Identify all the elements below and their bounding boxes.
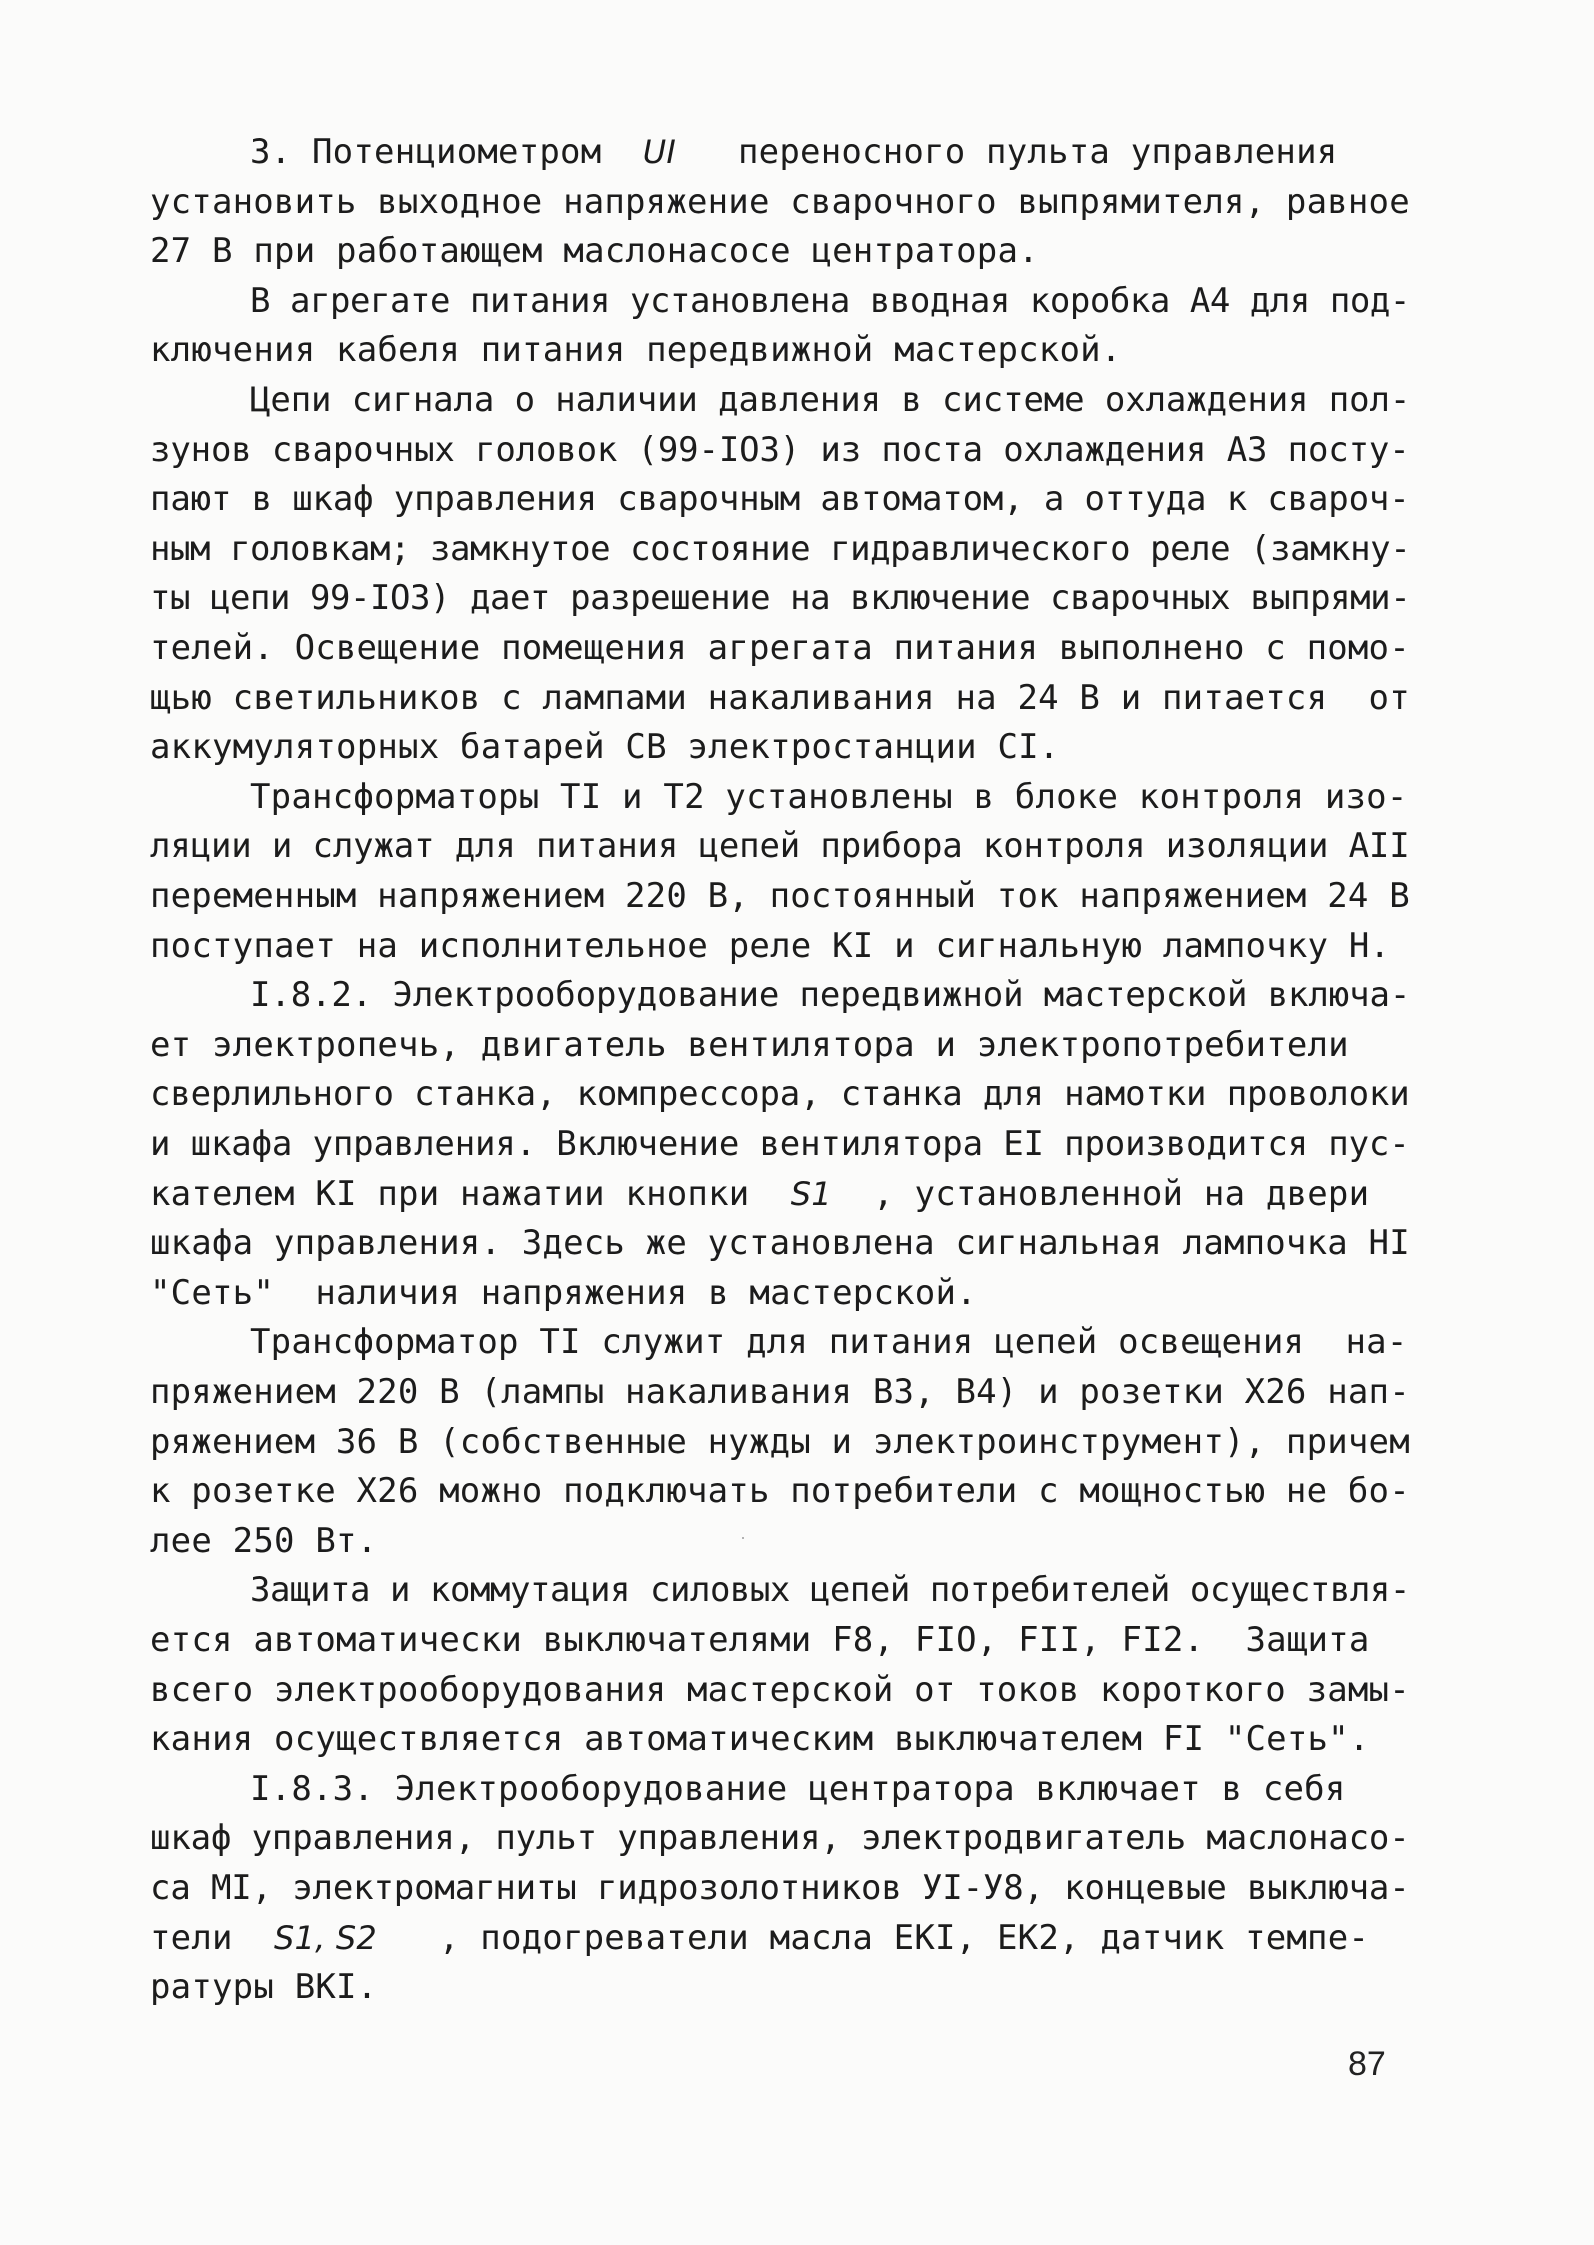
text-line [150, 182, 1410, 222]
text-line [150, 1025, 1349, 1065]
text-line [150, 1471, 1410, 1511]
text-segment: 3. Потенциометром [250, 132, 643, 172]
text-segment: переменным напряжением 220 В, постоянный ток напряжением 24 В [150, 876, 1410, 916]
text-segment: кания осуществляется автоматическим выключателем FI "Сеть". [150, 1719, 1370, 1759]
text-line [150, 1174, 1369, 1214]
handwritten-designation: S1 [790, 1175, 832, 1213]
text-segment: телей. Освещение помещения агрегата питания выполнено с помо- [150, 628, 1410, 668]
text-segment: I.8.3. Электрооборудование центратора включает в себя [250, 1769, 1346, 1809]
text-segment: пают в шкаф управления сварочным автоматом, а оттуда к свароч- [150, 479, 1410, 519]
text-segment: поступает на исполнительное реле КI и сигнальную лампочку Н. [150, 926, 1391, 966]
text-line [150, 678, 1410, 718]
text-segment: Трансформаторы ТI и Т2 установлены в блоке контроля изо- [250, 777, 1408, 817]
text-line [150, 1372, 1410, 1412]
text-line [150, 231, 1039, 271]
text-segment: переносного пульта управления [676, 132, 1338, 172]
text-segment: са МI, электромагниты гидрозолотников УI-У8, концевые выключа- [150, 1868, 1410, 1908]
text-segment: установить выходное напряжение сварочного выпрямителя, равное [150, 182, 1410, 222]
text-segment: шкафа управления. Здесь же установлена сигнальная лампочка НI [150, 1223, 1410, 1263]
text-segment: пряжением 220 В (лампы накаливания В3, В4) и розетки Х26 нап- [150, 1372, 1410, 1412]
text-segment: ключения кабеля питания передвижной мастерской. [150, 330, 1122, 370]
text-segment: "Сеть" наличия напряжения в мастерской. [150, 1273, 977, 1313]
text-segment: ным головкам; замкнутое состояние гидравлического реле (замкну- [150, 529, 1411, 569]
text-line [150, 1521, 377, 1561]
text-segment: Защита и коммутация силовых цепей потребителей осуществля- [250, 1570, 1410, 1610]
text-line [250, 975, 1410, 1015]
text-segment: 27 В при работающем маслонасосе центратора. [150, 231, 1039, 271]
text-line [150, 1223, 1410, 1263]
page-number: 87 [1348, 2045, 1386, 2083]
text-line [150, 628, 1410, 668]
text-segment: ет электропечь, двигатель вентилятора и электропотребители [150, 1025, 1349, 1065]
text-line [150, 578, 1410, 618]
handwritten-designation: S1, S2 [274, 1919, 377, 1957]
text-segment: Цепи сигнала о наличии давления в системе охлаждения пол- [250, 380, 1411, 420]
text-line [250, 1769, 1346, 1809]
text-line [150, 1670, 1410, 1710]
text-segment: кателем КI при нажатии кнопки [150, 1174, 791, 1214]
text-line [150, 1074, 1410, 1114]
text-line [250, 380, 1410, 420]
text-line [250, 1570, 1410, 1610]
text-line [150, 826, 1410, 866]
text-line [250, 777, 1408, 817]
text-line [150, 1918, 1369, 1958]
text-segment: зунов сварочных головок (99-IO3) из поста охлаждения А3 посту- [150, 430, 1410, 470]
text-line [150, 529, 1410, 569]
text-line [250, 1322, 1408, 1362]
text-segment: лее 250 Вт. [150, 1521, 378, 1561]
text-segment: всего электрооборудования мастерской от токов короткого замы- [150, 1670, 1410, 1710]
text-line [150, 876, 1410, 916]
text-segment: тели [150, 1918, 275, 1958]
text-segment: , установленной на двери [831, 1174, 1370, 1214]
text-line [150, 1868, 1410, 1908]
text-segment: В агрегате питания установлена вводная коробка А4 для под- [250, 281, 1410, 321]
handwritten-designation: UI [642, 133, 676, 171]
text-segment: щью светильников с лампами накаливания на 24 В и питается от [150, 678, 1410, 718]
text-line [150, 1124, 1410, 1164]
text-line [250, 132, 1337, 172]
text-segment: I.8.2. Электрооборудование передвижной мастерской включа- [250, 975, 1411, 1015]
text-segment: ется автоматически выключателями F8, FIO, FII, FI2. Защита [150, 1620, 1370, 1660]
text-segment: ряжением 36 В (собственные нужды и электроинструмент), причем [150, 1422, 1410, 1462]
text-segment: к розетке Х26 можно подключать потребители с мощностью не бо- [150, 1471, 1410, 1511]
text-line [150, 1818, 1410, 1858]
text-segment: ляции и служат для питания цепей прибора контроля изоляции АII [150, 826, 1410, 866]
text-line [150, 1620, 1370, 1660]
text-segment: шкаф управления, пульт управления, электродвигатель маслонасо- [150, 1818, 1410, 1858]
text-segment: аккумуляторных батарей СВ электростанции СI. [150, 727, 1060, 767]
text-line [150, 926, 1390, 966]
text-line [150, 430, 1410, 470]
text-segment: , подогреватели масла ЕКI, ЕК2, датчик темпе- [376, 1918, 1370, 1958]
scan-dot [742, 1537, 744, 1539]
text-line [150, 1422, 1410, 1462]
text-segment: ты цепи 99-IO3) дает разрешение на включение сварочных выпрями- [150, 578, 1411, 618]
text-line [150, 727, 1059, 767]
text-segment: и шкафа управления. Включение вентилятора ЕI производится пус- [150, 1124, 1410, 1164]
text-segment: сверлильного станка, компрессора, станка для намотки проволоки [150, 1074, 1410, 1114]
text-line [150, 479, 1410, 519]
text-line [150, 1273, 977, 1313]
text-line [150, 1719, 1370, 1759]
text-line [150, 1967, 377, 2007]
text-line [250, 281, 1410, 321]
text-line [150, 330, 1121, 370]
text-segment: Трансформатор ТI служит для питания цепей освещения на- [250, 1322, 1408, 1362]
text-segment: ратуры ВКI. [150, 1967, 378, 2007]
